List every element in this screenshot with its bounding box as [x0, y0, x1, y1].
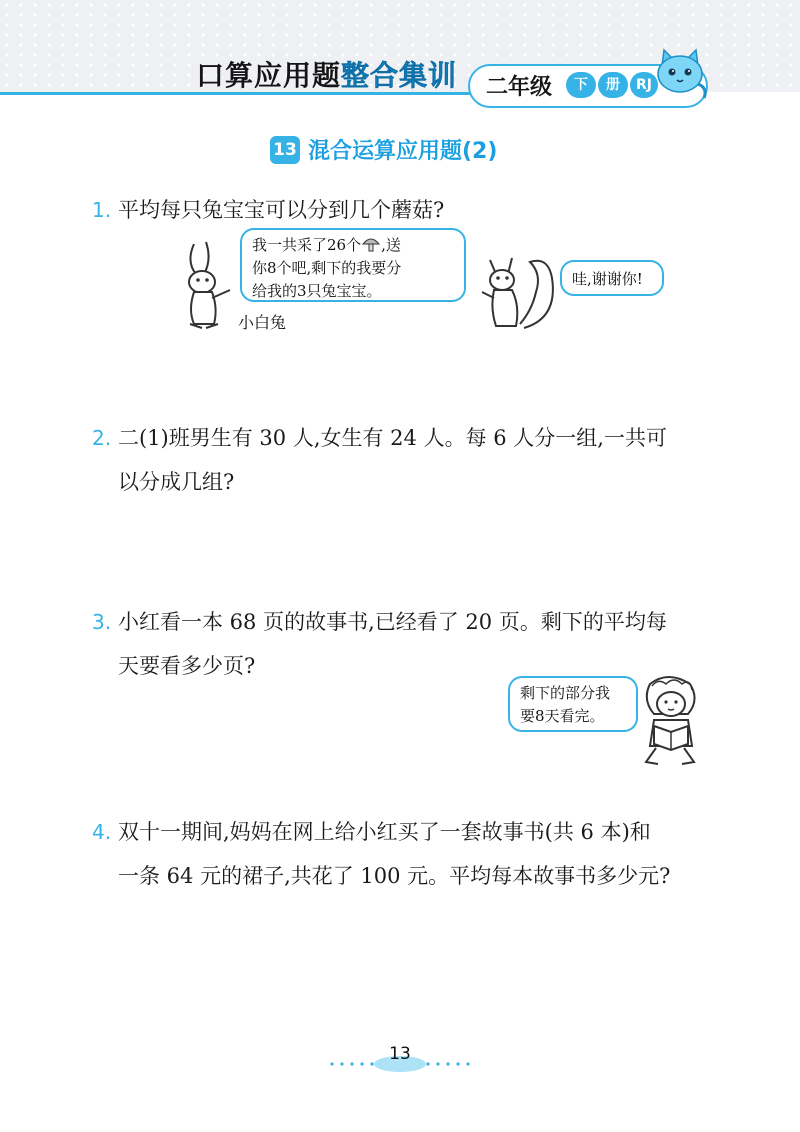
- section-heading: [270, 134, 497, 166]
- bubble-line: 剩下的部分我: [520, 684, 611, 702]
- question-text: 双十一期间,妈妈在网上给小红买了一套故事书(共 6 本)和: [118, 820, 651, 844]
- question-2: [92, 416, 732, 504]
- question-line: 一条 64 元的裙子,共花了 100 元。平均每本故事书多少元?: [118, 864, 671, 888]
- bubble-text-tail: ,送: [381, 236, 401, 254]
- squirrel-illustration: [480, 248, 560, 332]
- bubble-text: 我一共采了26个: [252, 236, 362, 254]
- bubble-line: 哇,谢谢你!: [572, 270, 643, 288]
- bubble-line: [252, 234, 454, 257]
- volume-badge-2: 册: [598, 72, 628, 98]
- grade-label: 二年级: [486, 75, 553, 100]
- edition-badge: RJ: [630, 72, 658, 98]
- girl-speech-bubble: [508, 676, 638, 732]
- rabbit-caption: 小白兔: [238, 313, 287, 332]
- question-1: [92, 188, 732, 232]
- question-line: [92, 188, 732, 232]
- question-line: [92, 600, 732, 644]
- question-text: 二(1)班男生有 30 人,女生有 24 人。每 6 人分一组,一共可: [118, 426, 667, 450]
- rabbit-speech-bubble: [240, 228, 466, 302]
- section-title: 混合运算应用题(2): [308, 139, 498, 164]
- book-title: [196, 58, 457, 94]
- bubble-line: 给我的3只兔宝宝。: [252, 282, 382, 300]
- bubble-line: 你8个吧,剩下的我要分: [252, 259, 402, 277]
- bubble-line: 要8天看完。: [520, 707, 605, 725]
- question-4: [92, 810, 732, 898]
- squirrel-speech-bubble: [560, 260, 664, 296]
- question-number: 4.: [92, 820, 112, 844]
- question-line: [92, 810, 732, 854]
- question-line: 天要看多少页?: [118, 654, 256, 678]
- question-text: 平均每只兔宝宝可以分到几个蘑菇?: [118, 198, 445, 222]
- question-number: 3.: [92, 610, 112, 634]
- question-number: 1.: [92, 198, 112, 222]
- volume-badge-1: 下: [566, 72, 596, 98]
- cat-mascot-icon: [650, 44, 710, 104]
- rabbit-illustration: [172, 240, 244, 332]
- question-line: [92, 416, 732, 460]
- book-title-accent: 整合集训: [341, 59, 458, 92]
- page-number: 13: [389, 1044, 411, 1064]
- question-number: 2.: [92, 426, 112, 450]
- mushroom-icon: [361, 236, 381, 252]
- girl-reading-illustration: [628, 670, 714, 770]
- question-text: 小红看一本 68 页的故事书,已经看了 20 页。剩下的平均每: [118, 610, 667, 634]
- book-title-main: 口算应用题: [196, 59, 342, 92]
- question-line: 以分成几组?: [118, 470, 235, 494]
- section-number: 13: [270, 136, 300, 164]
